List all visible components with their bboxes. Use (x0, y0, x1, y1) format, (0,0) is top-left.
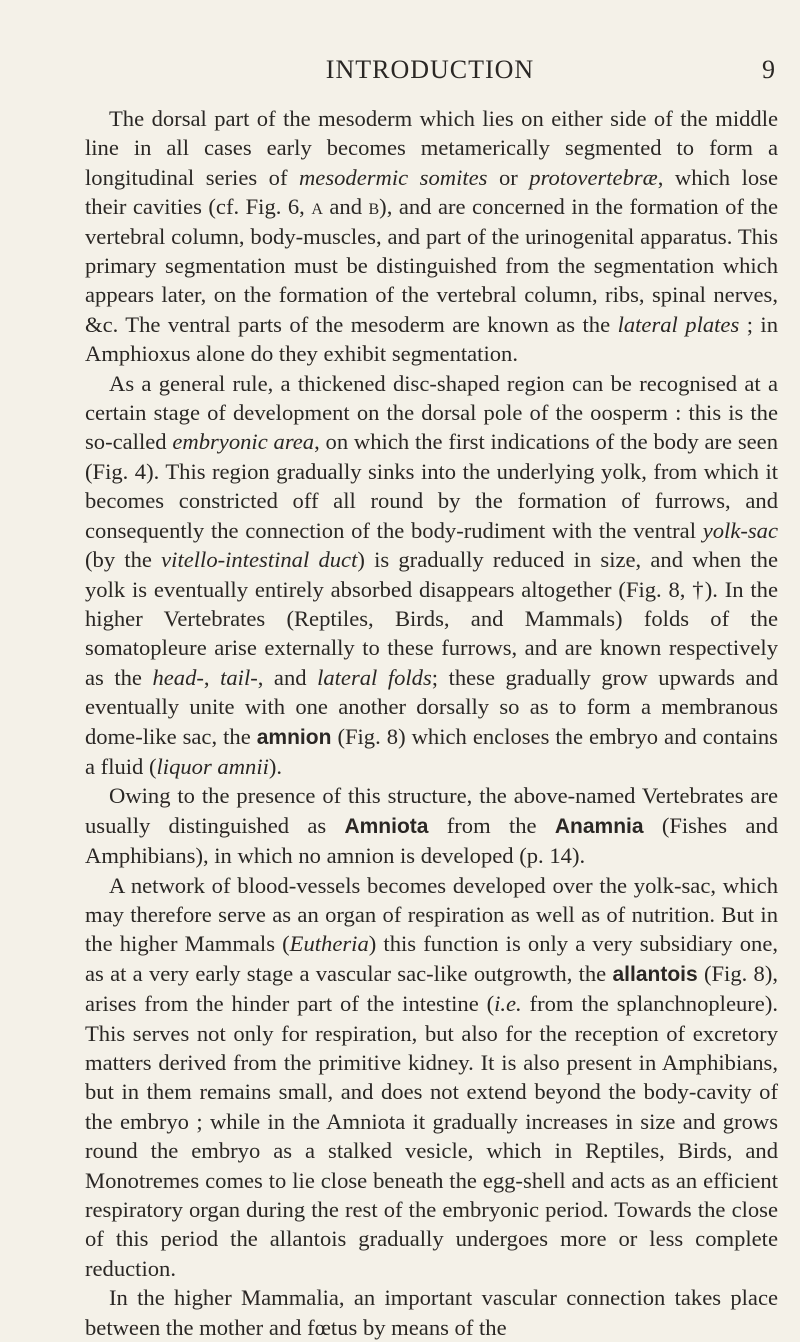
text-run: ) this function is only a very subsidiary one, as at a very early stage a vascular sac-like outgrowth, the (85, 931, 778, 986)
text-run: In the higher Mammalia, an important vascular connection takes place between the mother and fœtus by means of the (85, 1285, 778, 1340)
text-run: (Fig. 8) which encloses the embryo and contains a fluid ( (85, 723, 778, 779)
text-it: embryonic area (172, 429, 315, 455)
text-run: from the (428, 812, 555, 838)
text-it: tail- (220, 664, 258, 690)
text-it: i.e. (494, 991, 522, 1017)
text-it: liquor amnii (156, 753, 269, 779)
text-run: or (487, 164, 530, 190)
text-it: lateral plates (617, 311, 740, 337)
text-run: ; in Amphioxus alone do they exhibit segmentation. (85, 311, 778, 367)
paragraph (85, 871, 778, 1284)
paragraph (85, 781, 778, 870)
running-title: INTRODUCTION (325, 55, 535, 84)
text-it: yolk-sac (702, 517, 778, 543)
text-run: from the splanchnopleure). This serves not only for respiration, but also for the reception of excretory matters derived from the primitive kidney. It is also present in Amphibians, but in them remains small, and does not extend beyond the body-cavity of the embryo ; while in the Amniota it gradually increases in size and grows round the embryo as a stalked vesicle, which in Reptiles, Birds, and Monotremes comes to lie close beneath the egg-shell and acts as an efficient respiratory organ during the rest of the embryonic period. Towards the close of this period the allantois gradually undergoes more or less complete reduction. (85, 991, 779, 1281)
text-sc: a (311, 194, 323, 220)
text-run: Owing to the presence of this structure, the above-named Vertebrates are usually distinguished as (85, 783, 778, 838)
text-sc: b (368, 194, 380, 220)
paragraph (85, 104, 778, 369)
text-bold: allantois (612, 962, 698, 986)
text-it: Eutheria (289, 931, 369, 957)
text-bold: Anamnia (554, 814, 644, 838)
text-bold: amnion (256, 725, 332, 749)
paragraph (85, 369, 778, 782)
text-it: mesodermic somites (298, 164, 488, 190)
paragraph (85, 1283, 778, 1342)
text-run: A network of blood-vessels becomes developed over the yolk-sac, which may therefore serve as an organ of respiration as well as of nutrition. But in the higher Mammals ( (85, 872, 778, 957)
text-run: (by the (85, 547, 162, 573)
text-run: (Fig. 8), arises from the hinder part of the intestine ( (85, 960, 778, 1017)
body-text (85, 104, 778, 1342)
text-run: , (203, 664, 221, 690)
text-run: , which lose their cavities (cf. Fig. 6, (85, 164, 779, 220)
text-bold: Amniota (344, 814, 429, 838)
text-it: head- (152, 664, 204, 690)
text-run: As a general rule, a thickened disc-shaped region can be recognised at a certain stage of development on the dorsal pole of the oosperm : this is the so-called (85, 370, 778, 455)
text-it: lateral folds (317, 664, 432, 690)
text-run: ), and are concerned in the formation of the vertebral column, body-muscles, and part of the urinogenital apparatus. This primary segmentation must be distinguished from the segmentation which appears later, on the formation of the vertebral column, ribs, spinal nerves, &c. The ventral parts of the mesoderm are known as the (85, 194, 778, 337)
text-run: and (322, 194, 369, 220)
text-run: ). (268, 753, 283, 779)
text-run: (Fishes and Amphibians), in which no amnion is developed (p. 14). (85, 812, 779, 869)
text-run: The dorsal part of the mesoderm which lies on either side of the middle line in all cases early becomes metamerically segmented to form a longitudinal series of (85, 106, 778, 190)
text-run: , on which the first indications of the body are seen (Fig. 4). This region gradually sinks into the underlying yolk, from which it becomes constricted off all round by the formation of furrows, and consequently the connection of the body-rudiment with the ventral (85, 429, 778, 543)
page-number: 9 (762, 55, 775, 84)
text-run: ) is gradually reduced in size, and when the yolk is eventually entirely absorbed disappears altogether (Fig. 8, †). In the higher Vertebrates (Reptiles, Birds, and Mammals) folds of the somatopleure arise externally to these furrows, and are known respectively as the (85, 547, 778, 690)
running-head (85, 55, 775, 91)
text-it: protovertebræ (529, 164, 658, 190)
text-run: ; these gradually grow upwards and eventually unite with one another dorsally so as to form a membranous dome-like sac, the (85, 664, 779, 749)
text-run: , and (257, 664, 318, 690)
text-it: vitello-intestinal duct (161, 547, 358, 573)
